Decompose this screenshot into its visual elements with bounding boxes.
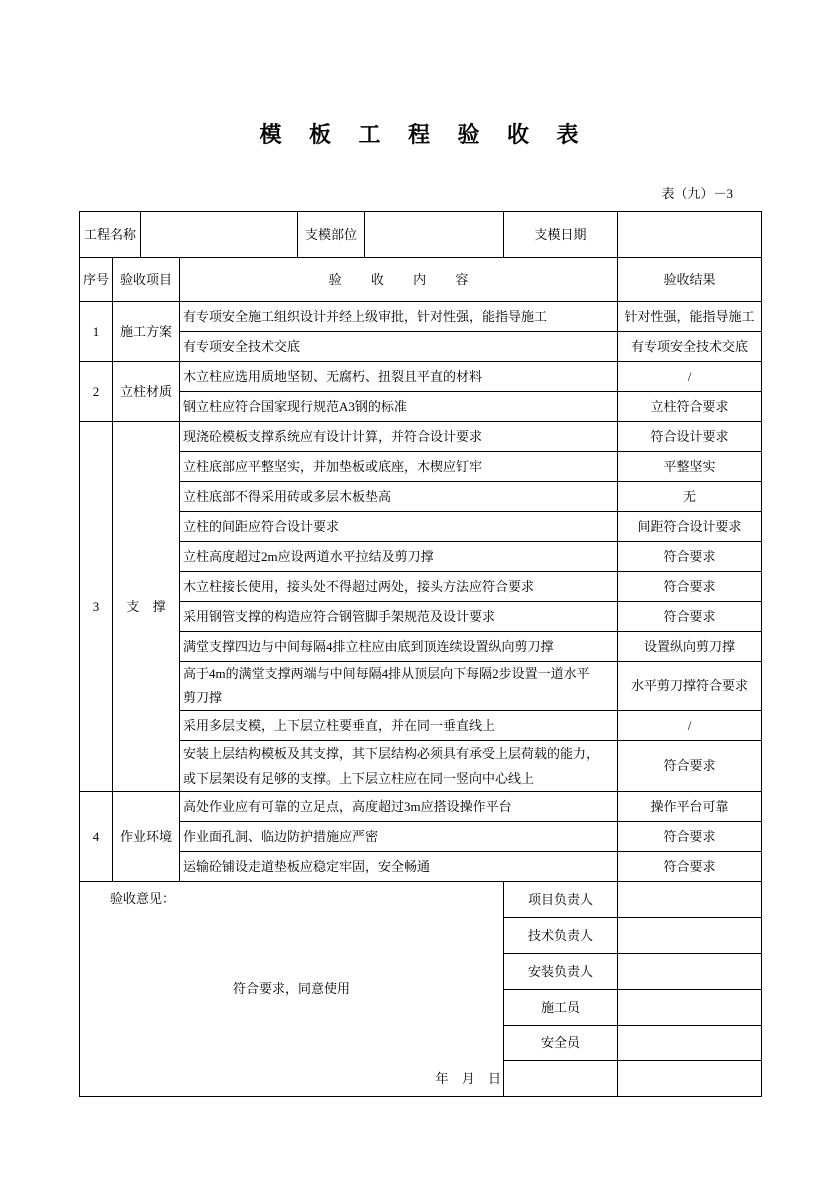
section-item: 作业环境 bbox=[113, 792, 180, 882]
check-content-line: 作业面孔洞、临边防护措施应严密 bbox=[183, 828, 379, 844]
section-item: 立柱材质 bbox=[113, 362, 180, 422]
check-result: / bbox=[618, 711, 762, 741]
column-header-content: 验 收 内 容 bbox=[180, 258, 618, 302]
table-row bbox=[80, 632, 762, 662]
signoff-value-installation-lead bbox=[618, 954, 762, 990]
table-row bbox=[80, 822, 762, 852]
signoff-label-installation-lead: 安装负责人 bbox=[504, 954, 618, 990]
check-content bbox=[180, 602, 618, 632]
check-result: 水平剪刀撑符合要求 bbox=[618, 662, 762, 711]
check-content bbox=[180, 482, 618, 512]
check-content bbox=[180, 792, 618, 822]
signoff-value-technical-lead bbox=[618, 918, 762, 954]
section-seq: 1 bbox=[80, 302, 113, 362]
project-name-label: 工程名称 bbox=[80, 212, 141, 258]
check-result: 符合要求 bbox=[618, 822, 762, 852]
signoff-label-blank bbox=[504, 1061, 618, 1097]
table-row bbox=[80, 422, 762, 452]
check-content bbox=[180, 512, 618, 542]
check-content bbox=[180, 422, 618, 452]
check-content-line: 运输砼铺设走道垫板应稳定牢固，安全畅通 bbox=[183, 858, 431, 874]
check-content-line: 剪刀撑 bbox=[183, 690, 223, 705]
project-name-value bbox=[141, 212, 298, 258]
check-content bbox=[180, 711, 618, 741]
check-content-line: 有专项安全技术交底 bbox=[183, 338, 301, 354]
check-result: 设置纵向剪刀撑 bbox=[618, 632, 762, 662]
check-content bbox=[180, 741, 618, 792]
table-row bbox=[80, 392, 762, 422]
check-result: 操作平台可靠 bbox=[618, 792, 762, 822]
signoff-label-safety-officer: 安全员 bbox=[504, 1026, 618, 1061]
check-content-line: 木立柱接长使用，接头处不得超过两处，接头方法应符合要求 bbox=[183, 578, 535, 594]
signoff-value-blank bbox=[618, 1061, 762, 1097]
check-content-line: 高于4m的满堂支撑两端与中间每隔4排从顶层向下每隔2步设置一道水平 bbox=[183, 666, 590, 681]
check-result: 符合要求 bbox=[618, 572, 762, 602]
table-row bbox=[80, 741, 762, 792]
signoff-label-construction-worker: 施工员 bbox=[504, 990, 618, 1026]
acceptance-opinion-box bbox=[80, 882, 503, 1094]
check-content-line: 立柱底部应平整坚实，并加垫板或底座，木楔应钉牢 bbox=[183, 458, 483, 474]
table-row bbox=[80, 711, 762, 741]
check-content-line: 立柱的间距应符合设计要求 bbox=[183, 518, 340, 534]
check-content bbox=[180, 452, 618, 482]
form-code: 表（九）－3 bbox=[661, 186, 733, 201]
section-item: 支 撑 bbox=[113, 422, 180, 792]
table-row bbox=[80, 452, 762, 482]
check-content bbox=[180, 392, 618, 422]
formwork-date-value bbox=[618, 212, 762, 258]
check-content bbox=[180, 302, 618, 332]
check-content-line: 立柱底部不得采用砖或多层木板垫高 bbox=[183, 488, 392, 504]
check-content bbox=[180, 822, 618, 852]
table-row bbox=[80, 792, 762, 822]
check-content-line: 满堂支撑四边与中间每隔4排立柱应由底到顶连续设置纵向剪刀撑 bbox=[183, 638, 554, 654]
header-info-row bbox=[80, 212, 762, 258]
column-header-seq: 序号 bbox=[80, 258, 113, 302]
acceptance-opinion-cell bbox=[80, 882, 504, 1097]
check-content-line: 或下层架设有足够的支撑。上下层立柱应在同一竖向中心线上 bbox=[183, 771, 535, 786]
check-result: 符合要求 bbox=[618, 602, 762, 632]
acceptance-table bbox=[79, 211, 762, 1097]
check-content-line: 高处作业应有可靠的立足点，高度超过3m应搭设操作平台 bbox=[183, 798, 512, 814]
signoff-value-safety-officer bbox=[618, 1026, 762, 1061]
check-content-line: 采用钢管支撑的构造应符合钢管脚手架规范及设计要求 bbox=[183, 608, 496, 624]
table-row bbox=[80, 572, 762, 602]
check-result: 针对性强，能指导施工 bbox=[618, 302, 762, 332]
section-seq: 3 bbox=[80, 422, 113, 792]
column-header-row bbox=[80, 258, 762, 302]
table-row bbox=[80, 332, 762, 362]
check-result: 无 bbox=[618, 482, 762, 512]
table-row bbox=[80, 482, 762, 512]
signoff-value-project-manager bbox=[618, 882, 762, 918]
signoff-value-construction-worker bbox=[618, 990, 762, 1026]
table-row bbox=[80, 542, 762, 572]
signoff-label-project-manager: 项目负责人 bbox=[504, 882, 618, 918]
check-content bbox=[180, 572, 618, 602]
check-content-line: 安装上层结构模板及其支撑，其下层结构必须具有承受上层荷载的能力， bbox=[183, 746, 600, 761]
document-title: 模 板 工 程 验 收 表 bbox=[259, 122, 579, 147]
check-content bbox=[180, 332, 618, 362]
formwork-location-value bbox=[365, 212, 504, 258]
table-row bbox=[80, 362, 762, 392]
section-item: 施工方案 bbox=[113, 302, 180, 362]
check-result: 有专项安全技术交底 bbox=[618, 332, 762, 362]
check-content-line: 木立柱应选用质地坚韧、无腐朽、扭裂且平直的材料 bbox=[183, 368, 483, 384]
check-content-line: 有专项安全施工组织设计并经上级审批，针对性强，能指导施工 bbox=[183, 308, 548, 324]
section-seq: 4 bbox=[80, 792, 113, 882]
check-content-line: 钢立柱应符合国家现行规范A3钢的标准 bbox=[183, 398, 407, 414]
check-content bbox=[180, 542, 618, 572]
check-content bbox=[180, 662, 618, 711]
check-result: 符合设计要求 bbox=[618, 422, 762, 452]
formwork-date-label: 支模日期 bbox=[504, 212, 618, 258]
check-result: 平整坚实 bbox=[618, 452, 762, 482]
check-content-line: 立柱高度超过2m应设两道水平拉结及剪刀撑 bbox=[183, 548, 434, 564]
check-result: 立柱符合要求 bbox=[618, 392, 762, 422]
check-content-line: 现浇砼模板支撑系统应有设计计算，并符合设计要求 bbox=[183, 428, 483, 444]
table-row bbox=[80, 512, 762, 542]
check-result: 符合要求 bbox=[618, 542, 762, 572]
acceptance-opinion-text: 符合要求，同意使用 bbox=[233, 981, 351, 996]
check-result: 符合要求 bbox=[618, 852, 762, 882]
check-result: 间距符合设计要求 bbox=[618, 512, 762, 542]
table-row bbox=[80, 662, 762, 711]
acceptance-date: 年 月 日 bbox=[435, 1071, 502, 1086]
check-content-line: 采用多层支模，上下层立柱要垂直，并在同一垂直线上 bbox=[183, 717, 496, 733]
column-header-result: 验收结果 bbox=[618, 258, 762, 302]
check-content bbox=[180, 362, 618, 392]
acceptance-opinion-label: 验收意见： bbox=[110, 891, 176, 906]
formwork-location-label: 支模部位 bbox=[298, 212, 365, 258]
check-content bbox=[180, 632, 618, 662]
signoff-label-technical-lead: 技术负责人 bbox=[504, 918, 618, 954]
table-row bbox=[80, 852, 762, 882]
table-row bbox=[80, 302, 762, 332]
table-row bbox=[80, 602, 762, 632]
check-result: 符合要求 bbox=[618, 741, 762, 792]
signoff-row bbox=[80, 882, 762, 918]
check-result: / bbox=[618, 362, 762, 392]
check-content bbox=[180, 852, 618, 882]
column-header-item: 验收项目 bbox=[113, 258, 180, 302]
section-seq: 2 bbox=[80, 362, 113, 422]
